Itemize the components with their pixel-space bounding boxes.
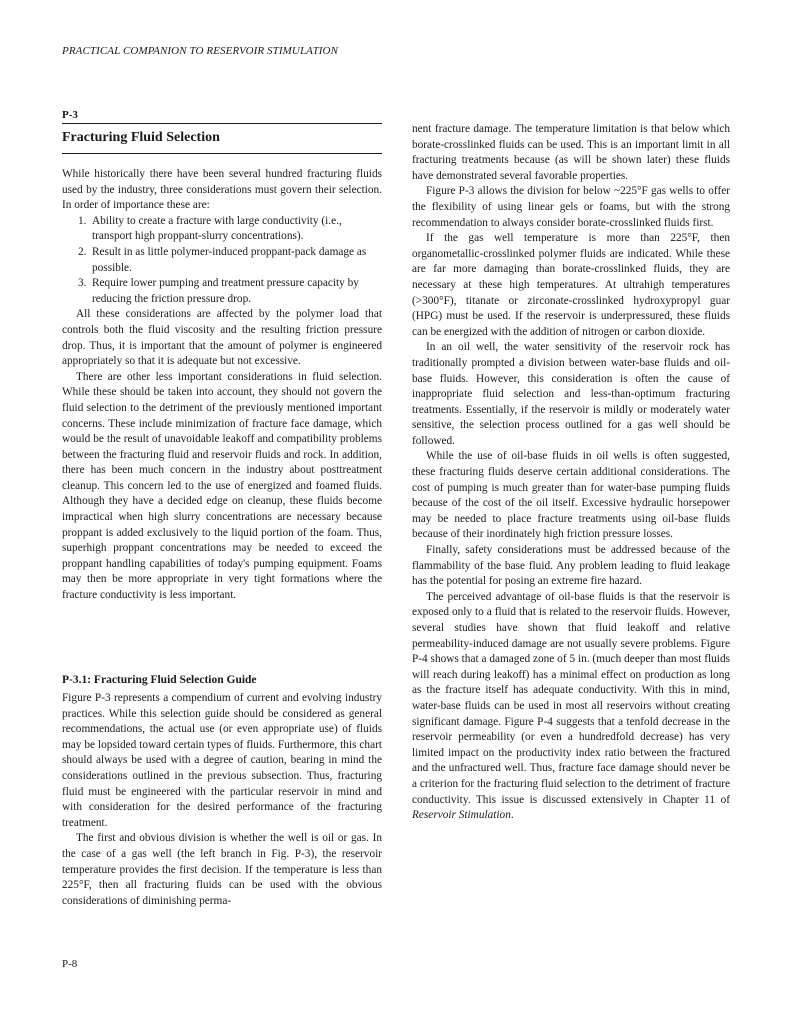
section-rule-top xyxy=(62,123,382,124)
paragraph: Figure P-3 represents a compendium of current and evolving industry practices. While this selection guide should be considered as general recommendations, the actual use (or even appropriate use) of fluids may be lopsided toward certain types of fluids. Furthermore, this chart should always be used with a degree of caution, bearing in mind the considerations outlined in the previous subsection. Thus, fracturing fluid must be engineered with the particular reservoir in mind and with consideration for the desired performance of the fracturing treatment. xyxy=(62,692,382,829)
intro-block xyxy=(62,167,382,604)
page-number: P-8 xyxy=(62,958,78,970)
subsection-title: P-3.1: Fracturing Fluid Selection Guide xyxy=(62,674,257,686)
paragraph: All these considerations are affected by the polymer load that controls both the fluid viscosity and the resulting friction pressure drop. Thus, it is important that the amount of polymer is engineered appropriately so that it is adequate but not excessive. xyxy=(62,308,382,368)
running-head: PRACTICAL COMPANION TO RESERVOIR STIMULATION xyxy=(62,45,339,57)
list-item: 2. Result in as little polymer-induced proppant-pack damage as possible. xyxy=(78,245,367,274)
paragraph: Figure P-3 allows the division for below ~225°F gas wells to offer the flexibility of using linear gels or foams, but with the strong recommendation to always consider borate-crosslinked fluids first. xyxy=(412,185,730,229)
right-column xyxy=(412,122,730,824)
list-item: 1. Ability to create a fracture with large conductivity (i.e., transport high proppant-slurry concentrations). xyxy=(78,214,342,243)
considerations-list xyxy=(62,214,382,308)
paragraph: In an oil well, the water sensitivity of the reservoir rock has traditionally prompted a division between water-base fluids and oil-base fluids. However, this consideration is often the cause of inappropriate fluid selection and less-than-optimum fracturing treatments. Essentially, if the reservoir is mildly or moderately water sensitive, the selection process outlined for a gas well should be followed. xyxy=(412,341,730,447)
section-label: P-3 xyxy=(62,109,78,121)
paragraph: There are other less important considerations in fluid selection. While these should be taken into account, they should not govern the fluid selection to the detriment of the previously mentioned important concerns. These include minimization of fracture face damage, which would be the result of unavoidable leakoff and compatibility problems between the fracturing fluid and reservoir fluids and rock. In addition, there has been much concern in the industry about posttreatment cleanup. This concern led to the use of energized and foamed fluids. Although they have a decided edge on cleanup, these fluids become impractical when high slurry concentrations are necessary because proppant is added exclusively to the liquid portion of the foam. Thus, superhigh proppant concentrations may be needed to exceed the proppant handling capabilities of today's pumping equipment. Foams may then be more appropriate in very tight formations where the fracture conductivity is less important. xyxy=(62,370,382,602)
subsection-body xyxy=(62,691,382,909)
paragraph: The first and obvious division is whether the well is oil or gas. In the case of a gas well (the left branch in Fig. P-3), the reservoir temperature provides the first decision. If the temperature is less than 225°F, then all fracturing fluids can be used with the obvious considerations of diminishing perma- xyxy=(62,832,382,907)
paragraph: While the use of oil-base fluids in oil wells is often suggested, these fracturing fluids deserve certain additional considerations. The cost of pumping is much greater than for water-base pumping fluids because of the cost of the oil itself. Excessive hydraulic horsepower may be needed to place fracture treatments using oil-base fluids because of their inordinately high friction pressure losses. xyxy=(412,450,730,541)
intro-paragraph: While historically there have been several hundred fracturing fluids used by the industry, three considerations must govern their selection. In order of importance these are: xyxy=(62,168,382,212)
list-item: 3. Require lower pumping and treatment pressure capacity by reducing the friction pressure drop. xyxy=(78,277,359,305)
paragraph: The perceived advantage of oil-base fluids is that the reservoir is exposed only to a fluid that is related to the reservoir fluids. However, several studies have shown that fluid leakoff and relative permeability-induced damage are not usually severe problems. Figure P-4 shows that a damaged zone of 5 in. (much deeper than most fluids will reach during leakoff) has a minimal effect on production as long as the fracture itself has adequate conductivity. With this in mind, water-base fluids can be used in most all reservoirs without creating significant damage. Figure P-4 suggests that a tenfold decrease in the reservoir permeability (or even a hundredfold decrease) has very limited impact on the productivity index ratio between the fractured and the unfractured well. Thus, fracture face damage should never be a criterion for the fracturing fluid selection to the detriment of fracture conductivity. This issue is discussed extensively in Chapter 11 of Reservoir Stimulation. xyxy=(412,590,730,822)
section-title: Fracturing Fluid Selection xyxy=(62,130,220,145)
paragraph: If the gas well temperature is more than 225°F, then organometallic-crosslinked polymer fluids are indicated. While these are far more damaging than borate-crosslinked fluids, they are necessary at these high temperatures. At ultrahigh temperatures (>300°F), titanate or zirconate-crosslinked hydroxypropyl guar (HPG) must be used. If the reservoir is underpressured, these fluids can be energized with the addition of nitrogen or carbon dioxide. xyxy=(412,232,730,338)
book-title: Reservoir Stimulation xyxy=(412,809,511,822)
paragraph: Finally, safety considerations must be addressed because of the flammability of the base fluid. Any problem leading to fluid leakage has the potential for posing an extreme fire hazard. xyxy=(412,544,730,588)
paragraph: nent fracture damage. The temperature limitation is that below which borate-crosslinked fluids can be used. This is an important limit in all fracturing treatments because (as will be shown later) these fluids have demonstrated several favorable properties. xyxy=(412,123,730,182)
section-rule-bottom xyxy=(62,153,382,154)
